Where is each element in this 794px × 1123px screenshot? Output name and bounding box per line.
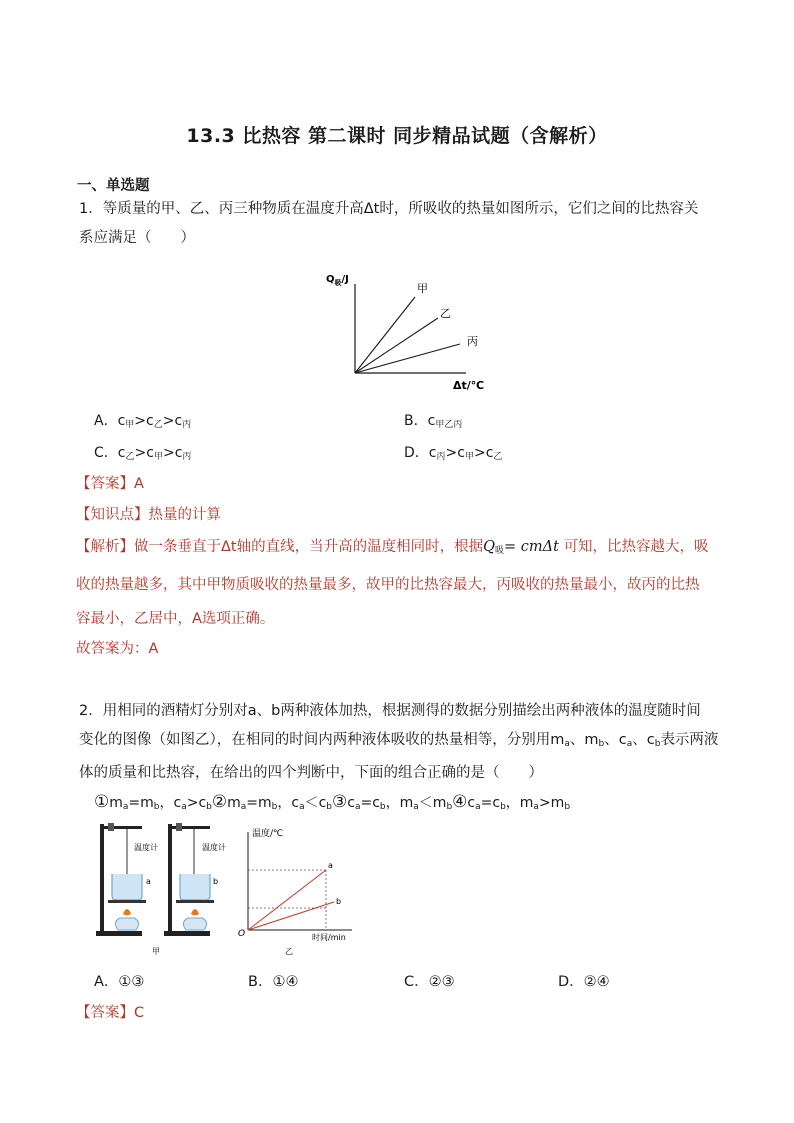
judgment-subscript: a — [475, 802, 481, 812]
judgment-text: m — [109, 795, 123, 811]
q1-option-b[interactable] — [404, 410, 462, 430]
option-text: > — [473, 445, 486, 461]
beaker-label-a: a — [146, 877, 151, 886]
judgment-1-mark: ① — [94, 792, 110, 812]
beaker-label-b: b — [213, 877, 219, 886]
graph-line-b — [248, 902, 334, 930]
option-text: c — [117, 413, 126, 429]
option-subscript: 甲 — [125, 420, 135, 430]
option-subscript: 丙 — [436, 452, 446, 462]
q2-option-d[interactable]: D．②④ — [558, 974, 610, 990]
answer-label: 【答案】 — [76, 476, 134, 492]
judgment-subscript: b — [500, 802, 506, 812]
stand-arm — [168, 826, 210, 829]
q1-heat-graph — [320, 262, 520, 397]
judgment-3-mark: ③ — [332, 792, 348, 812]
q2-answer — [76, 1001, 144, 1022]
temperature-graph — [238, 827, 352, 956]
clamp — [176, 823, 182, 831]
kp-value: 热量的计算 — [148, 507, 221, 523]
q1-graph-x-label: Δt/℃ — [453, 379, 485, 392]
judgment-subscript: a — [181, 802, 187, 812]
judgment-text: c — [347, 795, 355, 811]
q1-label-jia: 甲 — [417, 282, 428, 295]
judgment-text: c — [467, 795, 476, 811]
judgment-subscript: b — [326, 802, 333, 812]
option-subscript: 乙 — [125, 452, 135, 462]
thermometer-label-1: 温度计 — [134, 843, 158, 852]
q2-subscript: a — [626, 739, 633, 749]
option-text: c — [146, 413, 154, 429]
judgment-text: =c — [480, 795, 501, 811]
figure-label-jia: 甲 — [152, 947, 160, 956]
option-text: c — [174, 413, 183, 429]
option-text: c — [485, 445, 494, 461]
stand-rod — [100, 824, 104, 932]
judgment-text: ，m — [505, 795, 534, 811]
option-c-label: C． — [94, 445, 118, 461]
q1-explanation — [76, 530, 736, 636]
option-text: > — [162, 413, 175, 429]
option-a-label: A． — [94, 413, 118, 429]
gauze — [108, 900, 146, 903]
option-text: c — [117, 445, 126, 461]
judgment-subscript: b — [153, 802, 160, 812]
beaker-icon — [112, 874, 142, 900]
beaker-icon — [180, 874, 210, 900]
judgment-subscript: b — [564, 802, 571, 812]
graph-x-label: 时间/min — [312, 933, 346, 942]
expl-label: 【解析】 — [76, 539, 134, 555]
option-subscript: 甲 — [153, 452, 163, 462]
option-text: > — [134, 413, 147, 429]
judgment-subscript: b — [271, 802, 278, 812]
judgment-text: =m — [128, 795, 154, 811]
judgment-subscript: b — [446, 802, 453, 812]
option-text: > — [134, 445, 147, 461]
option-text: c — [427, 413, 436, 429]
judgment-subscript: a — [533, 802, 539, 812]
question-2-text — [79, 697, 739, 788]
judgment-text: ，m — [385, 795, 414, 811]
q1-knowledge-point — [76, 503, 221, 524]
option-text: c — [457, 445, 465, 461]
question-2-line-2 — [79, 726, 739, 759]
expl-text: 可知，比热容越大，吸 — [563, 539, 709, 555]
judgment-subscript: a — [354, 802, 361, 812]
q1-line-bing — [355, 344, 460, 373]
judgment-subscript: a — [413, 802, 419, 812]
q1-graph-y-label: $Q_吸/J$ — [326, 274, 349, 287]
q1-label-yi: 乙 — [440, 307, 451, 320]
option-text: c — [146, 445, 154, 461]
option-subscript: 乙 — [153, 420, 163, 430]
option-d-label: D． — [404, 445, 429, 461]
answer-value: A — [134, 476, 144, 492]
option-text: c — [174, 445, 183, 461]
question-1-line-1: 1．等质量的甲、乙、丙三种物质在温度升高Δt时，所吸收的热量如图所示，它们之间的比热容关 — [79, 201, 699, 217]
option-subscript: 甲 — [464, 452, 474, 462]
kp-label: 【知识点】 — [76, 507, 149, 523]
q1-option-a[interactable] — [94, 410, 191, 430]
alcohol-lamp-icon — [115, 918, 138, 930]
page-title: 13.3 比热容 第二课时 同步精品试题（含解析） — [186, 125, 608, 147]
judgment-subscript: a — [299, 802, 305, 812]
q1-option-d[interactable] — [404, 442, 502, 462]
q2-text: 变化的图像（如图乙），在相同的时间内两种液体吸收的热量相等，分别用m — [79, 732, 565, 748]
graph-line-a — [248, 870, 326, 930]
option-text: > — [162, 445, 175, 461]
q1-label-bing: 丙 — [467, 335, 478, 348]
gauze — [176, 900, 214, 903]
section-heading: 一、单选题 — [77, 178, 150, 194]
stand-rod — [168, 824, 172, 932]
q2-judgments — [94, 792, 570, 812]
q2-text: 表示两液 — [660, 732, 719, 748]
judgment-text: >m — [538, 795, 565, 811]
q2-option-b[interactable]: B．①④ — [248, 974, 299, 990]
judgment-text: ，c — [277, 795, 300, 811]
judgment-subscript: b — [206, 802, 212, 812]
q1-line-yi — [355, 318, 438, 373]
question-1-text — [79, 195, 719, 253]
answer-value: C — [134, 1005, 145, 1021]
judgment-text: ，c — [159, 795, 182, 811]
q2-option-a[interactable]: A．①③ — [94, 974, 145, 990]
alcohol-lamp-icon — [183, 918, 206, 930]
graph-line-a-label: a — [328, 861, 333, 870]
q1-answer — [76, 472, 144, 493]
judgment-text: =c — [360, 795, 380, 811]
expl-text: 做一条垂直于Δt轴的直线，当升高的温度相同时，根据 — [134, 539, 484, 555]
q2-figure — [90, 818, 370, 958]
question-2-line-3: 体的质量和比热容，在给出的四个判断中，下面的组合正确的是（ ） — [79, 765, 543, 781]
clamp — [108, 823, 114, 831]
flame-icon — [123, 909, 131, 916]
judgment-text: =m — [246, 795, 272, 811]
apparatus-a — [96, 823, 160, 956]
judgment-subscript: b — [379, 802, 386, 812]
q1-line-jia — [355, 297, 415, 373]
graph-line-b-label: b — [336, 897, 342, 906]
flame-icon — [191, 909, 199, 916]
q2-text: 、c — [604, 732, 627, 748]
q1-option-c[interactable] — [94, 442, 191, 462]
figure-label-yi: 乙 — [285, 947, 293, 956]
graph-origin: O — [238, 929, 246, 939]
judgment-4-mark: ④ — [452, 792, 468, 812]
option-subscript: 丙 — [182, 452, 192, 462]
stand-arm — [100, 826, 142, 829]
judgment-subscript: a — [240, 802, 247, 812]
expl-line-1 — [76, 530, 736, 568]
formula-subscript: 吸 — [495, 546, 505, 556]
apparatus-b — [164, 823, 226, 936]
formula-q: Q — [483, 539, 495, 555]
option-subscript: 甲乙丙 — [435, 420, 463, 430]
option-text: c — [428, 445, 437, 461]
formula-rest: = cmΔt — [504, 539, 559, 555]
question-1-line-2: 系应满足（ ） — [79, 230, 195, 246]
question-2-line-1: 2．用相同的酒精灯分别对a、b两种液体加热，根据测得的数据分别描绘出两种液体的温度随时间 — [79, 703, 701, 719]
judgment-2-mark: ② — [211, 792, 228, 812]
judgment-text: m — [227, 795, 241, 811]
thermometer-label-2: 温度计 — [202, 843, 226, 852]
q2-subscript: b — [654, 739, 661, 749]
q2-option-c[interactable]: C．②③ — [404, 974, 455, 990]
option-b-label: B． — [404, 413, 428, 429]
q2-subscript: a — [564, 739, 570, 749]
expl-line-3: 容最小，乙居中，A选项正确。 — [76, 611, 275, 627]
judgment-text: ＜m — [418, 795, 447, 811]
q2-text: 、m — [569, 732, 599, 748]
q2-subscript: b — [598, 739, 605, 749]
q1-final-answer: 故答案为：A — [76, 641, 159, 657]
expl-line-2: 收的热量越多，其中甲物质吸收的热量最多，故甲的比热容最大，丙吸收的热量最小，故丙的比热 — [76, 577, 700, 593]
formula — [483, 539, 559, 555]
graph-y-label: 温度/℃ — [252, 829, 284, 839]
judgment-text: ＜c — [304, 795, 327, 811]
judgment-subscript: a — [122, 802, 129, 812]
option-subscript: 乙 — [493, 452, 503, 462]
answer-label: 【答案】 — [76, 1005, 134, 1021]
q2-text: 、c — [632, 732, 655, 748]
option-text: > — [445, 445, 458, 461]
judgment-text: >c — [186, 795, 207, 811]
option-subscript: 丙 — [182, 420, 192, 430]
